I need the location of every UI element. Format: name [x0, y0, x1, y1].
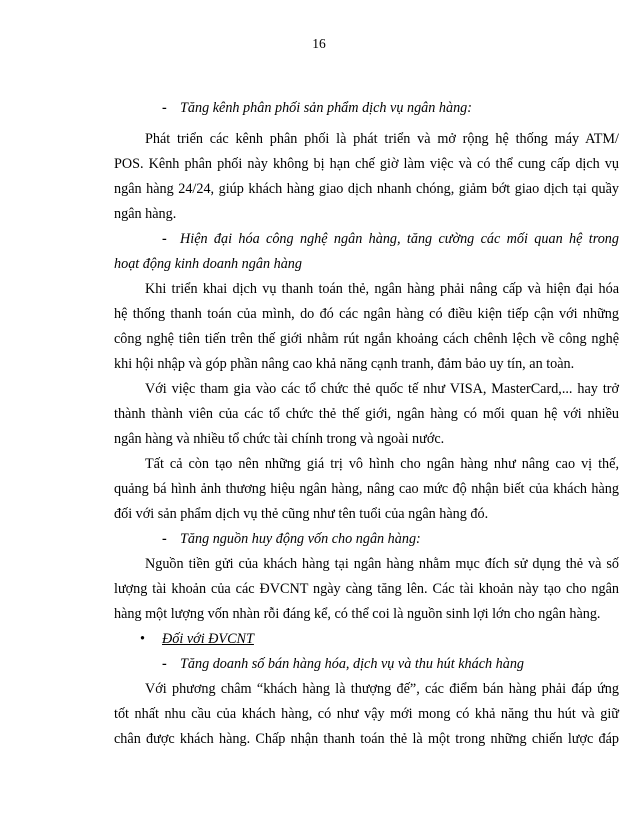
bullet-text: Đối với ĐVCNT	[162, 631, 254, 647]
section-heading	[162, 655, 582, 673]
paragraph-line: Tất cả còn tạo nên những giá trị vô hình cho ngân hàng như nâng cao vị thế,	[145, 456, 619, 472]
paragraph-line: khi hội nhập và góp phần nâng cao khả năng cạnh tranh, đảm bảo uy tín, an toàn.	[114, 356, 575, 372]
bullet-marker: •	[140, 631, 145, 647]
paragraph-line: Khi triển khai dịch vụ thanh toán thẻ, ngân hàng phải nâng cấp và hiện đại hóa	[145, 281, 619, 297]
paragraph-line: quảng bá hình ảnh thương hiệu ngân hàng, nâng cao mức độ nhận biết của khách hàng	[114, 481, 619, 497]
paragraph-line: Với việc tham gia vào các tổ chức thẻ quốc tế như VISA, MasterCard,... hay trở	[145, 381, 619, 397]
heading-text: Hiện đại hóa công nghệ ngân hàng, tăng cường các mối quan hệ trong	[180, 231, 619, 247]
section-heading	[162, 530, 542, 548]
paragraph-line: chân được khách hàng. Chấp nhận thanh toán thẻ là một trong những chiến lược đáp	[114, 731, 619, 747]
paragraph-line: công nghệ tiên tiến trên thế giới nhằm rút ngắn khoảng cách chênh lệch về công nghệ	[114, 331, 619, 347]
paragraph-line: lượng tài khoản của các ĐVCNT ngày càng tăng lên. Các tài khoản này tạo cho ngân	[114, 581, 619, 597]
paragraph-line: Nguồn tiền gửi của khách hàng tại ngân hàng nhằm mục đích sử dụng thẻ và số	[145, 556, 619, 572]
paragraph-line: ngân hàng.	[114, 206, 177, 222]
heading-continuation: hoạt động kinh doanh ngân hàng	[114, 256, 302, 272]
heading-text: Tăng kênh phân phối sản phẩm dịch vụ ngân hàng:	[180, 100, 473, 116]
dash-marker: -	[162, 100, 167, 116]
paragraph-line: POS. Kênh phân phối này không bị hạn chế giờ làm việc và có thể cung cấp dịch vụ	[114, 156, 619, 172]
paragraph-line: ngân hàng và nhiều tổ chức tài chính trong và ngoài nước.	[114, 431, 445, 447]
paragraph-line: Phát triển các kênh phân phối là phát triển và mở rộng hệ thống máy ATM/	[145, 131, 619, 147]
paragraph-line: ngân hàng 24/24, giúp khách hàng giao dịch nhanh chóng, giảm bớt giao dịch tại quầy	[114, 181, 619, 197]
heading-text: Tăng doanh số bán hàng hóa, dịch vụ và thu hút khách hàng	[180, 656, 525, 672]
dash-marker: -	[162, 231, 167, 247]
heading-text: Tăng nguồn huy động vốn cho ngân hàng:	[180, 531, 421, 547]
paragraph-line: Với phương châm “khách hàng là thượng đế”, các điểm bán hàng phải đáp ứng	[145, 681, 619, 697]
page-number: 16	[312, 36, 326, 51]
paragraph-line: thành thành viên của các tổ chức thẻ thế giới, ngân hàng có mối quan hệ với nhiều	[114, 406, 619, 422]
section-heading	[162, 230, 619, 248]
paragraph-line: tốt nhất nhu cầu của khách hàng, có như vậy mới mong có khả năng thu hút và giữ	[114, 706, 619, 722]
paragraph-line: hệ thống thanh toán của mình, do đó các ngân hàng có điều kiện tiếp cận với những	[114, 306, 619, 322]
bullet-heading	[140, 630, 440, 648]
dash-marker: -	[162, 656, 167, 672]
dash-marker: -	[162, 531, 167, 547]
section-heading	[162, 99, 542, 117]
paragraph-line: hàng một lượng vốn nhàn rỗi đáng kể, có thể coi là nguồn sinh lợi lớn cho ngân hàng.	[114, 606, 601, 622]
paragraph-line: đối với sản phẩm dịch vụ thẻ cũng như tên tuổi của ngân hàng đó.	[114, 506, 489, 522]
